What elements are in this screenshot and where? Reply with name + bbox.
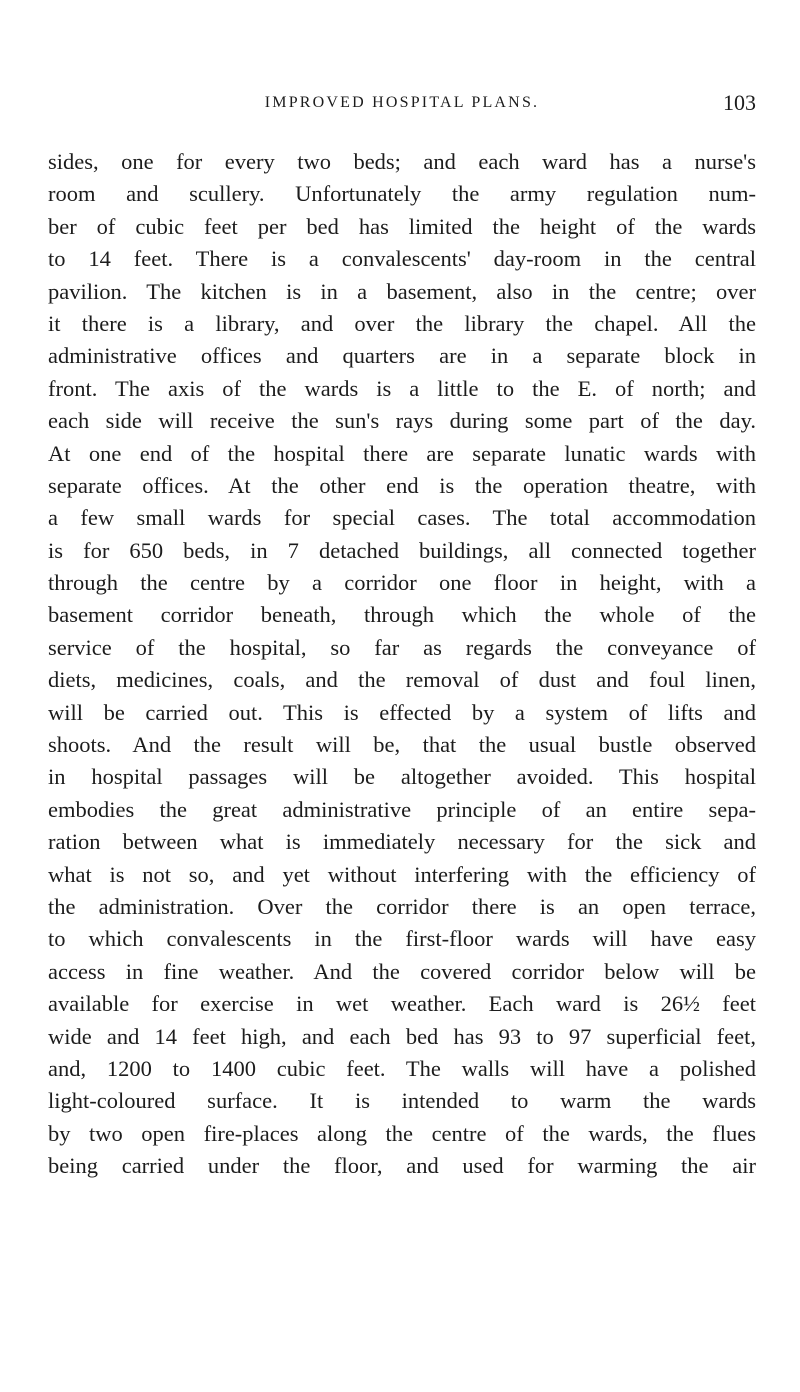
text-line: it there is a library, and over the library the chapel. All the xyxy=(48,310,756,336)
text-line: being carried under the floor, and used for warming the air xyxy=(48,1153,756,1179)
text-line: sides, one for every two beds; and each ward has a nurse's xyxy=(48,149,756,174)
running-head xyxy=(48,90,756,120)
text-line: and, 1200 to 1400 cubic feet. The walls will have a polished xyxy=(48,1055,756,1081)
text-line: ration between what is immediately necessary for the sick and xyxy=(48,829,756,855)
text-line: front. The axis of the wards is a little to the E. of north; and xyxy=(48,375,756,401)
text-line: available for exercise in wet weather. Each ward is 26½ feet xyxy=(48,991,756,1017)
text-line: basement corridor beneath, through which the whole of the xyxy=(48,602,756,628)
text-line: wide and 14 feet high, and each bed has 93 to 97 superficial feet, xyxy=(48,1023,756,1049)
text-line: will be carried out. This is effected by a system of lifts and xyxy=(48,699,756,725)
text-line: light-coloured surface. It is intended to warm the wards xyxy=(48,1088,756,1114)
body-text xyxy=(48,146,756,1183)
text-line: administrative offices and quarters are in a separate block in xyxy=(48,343,756,369)
text-line: in hospital passages will be altogether avoided. This hospital xyxy=(48,764,756,790)
text-line: service of the hospital, so far as regards the conveyance of xyxy=(48,634,756,660)
text-line: to which convalescents in the first-floor wards will have easy xyxy=(48,926,756,952)
page-number: 103 xyxy=(723,90,756,115)
text-line: separate offices. At the other end is the operation theatre, with xyxy=(48,472,756,498)
text-line: access in fine weather. And the covered corridor below will be xyxy=(48,958,756,984)
text-line: shoots. And the result will be, that the usual bustle observed xyxy=(48,732,756,758)
text-line: by two open fire-places along the centre of the wards, the flues xyxy=(48,1120,756,1146)
text-line: to 14 feet. There is a convalescents' day-room in the central xyxy=(48,246,756,272)
text-line: a few small wards for special cases. The total accommodation xyxy=(48,505,756,531)
text-line: diets, medicines, coals, and the removal of dust and foul linen, xyxy=(48,667,756,693)
text-line: through the centre by a corridor one floor in height, with a xyxy=(48,570,756,596)
text-line: embodies the great administrative principle of an entire sepa- xyxy=(48,796,756,822)
text-line: is for 650 beds, in 7 detached buildings, all connected together xyxy=(48,537,756,563)
running-title: IMPROVED HOSPITAL PLANS. xyxy=(264,94,540,111)
text-line: room and scullery. Unfortunately the army regulation num- xyxy=(48,181,756,207)
text-line: ber of cubic feet per bed has limited the height of the wards xyxy=(48,213,756,239)
text-line: the administration. Over the corridor there is an open terrace, xyxy=(48,893,756,919)
text-line: At one end of the hospital there are separate lunatic wards with xyxy=(48,440,756,466)
text-line: pavilion. The kitchen is in a basement, also in the centre; over xyxy=(48,278,756,304)
text-line: what is not so, and yet without interfering with the efficiency of xyxy=(48,861,756,887)
text-line: each side will receive the sun's rays during some part of the day. xyxy=(48,408,756,434)
